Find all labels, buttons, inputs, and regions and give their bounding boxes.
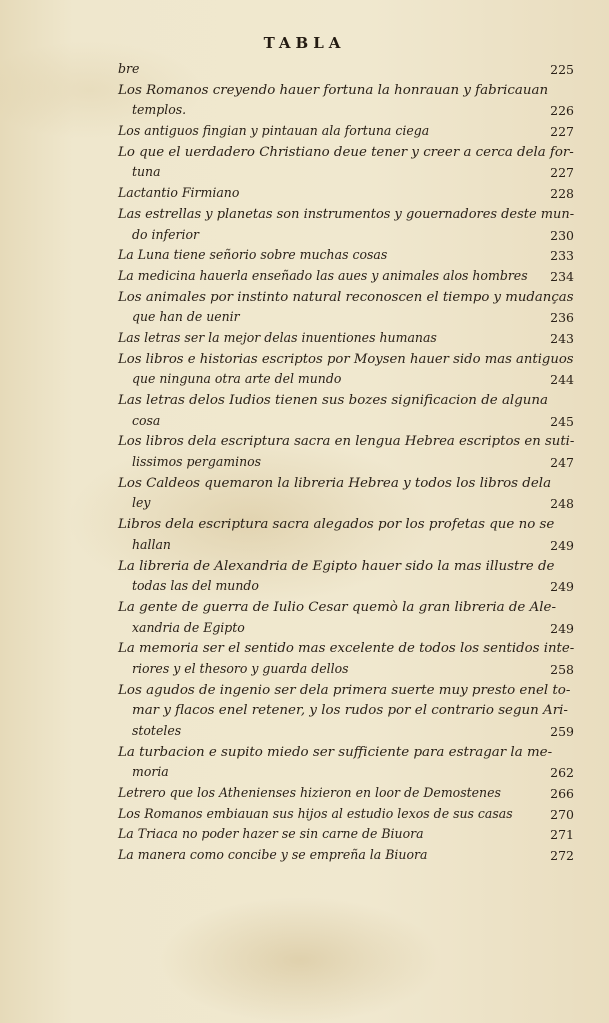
page-number: 249 (550, 579, 574, 595)
entry-line (118, 226, 574, 247)
entry-text: Lactantio Firmiano (118, 186, 240, 202)
entry-text: La Luna tiene señorio sobre muchas cosas (118, 248, 388, 264)
index-entry (118, 246, 574, 267)
entry-line (118, 722, 574, 743)
entry-line (118, 184, 574, 205)
entry-line (118, 288, 574, 309)
entry-line (118, 432, 574, 453)
entry-line (118, 825, 574, 846)
page-number: 272 (550, 848, 574, 864)
page-number: 270 (550, 806, 574, 822)
page-number: 258 (550, 661, 574, 677)
entry-line (118, 122, 574, 143)
entry-text: Libros dela escriptura sacra alegados por los profetas que no se (118, 517, 555, 533)
index-entry (118, 267, 574, 288)
entry-line (118, 763, 574, 784)
page-number: 233 (550, 248, 574, 264)
entry-line (118, 329, 574, 350)
page-number: 234 (550, 268, 574, 284)
page-number: 236 (550, 310, 574, 326)
entry-line (118, 846, 574, 867)
entry-line (118, 639, 574, 660)
page-number: 225 (550, 62, 574, 77)
entry-text: ley (132, 496, 151, 512)
page-number: 248 (550, 496, 574, 512)
entry-text: La gente de guerra de Iulio Cesar quemò la gran libreria de Ale- (118, 599, 557, 615)
index-entries (118, 60, 574, 867)
entry-line (118, 143, 574, 164)
page-number: 245 (550, 413, 574, 429)
index-entry (118, 288, 574, 329)
entry-text: La manera como concibe y se empreña la Biuora (118, 848, 428, 864)
entry-text: Las letras ser la mejor delas inuentiones humanas (118, 330, 437, 346)
entry-line (118, 536, 574, 557)
index-entry (118, 846, 574, 867)
index-entry (118, 639, 574, 680)
index-entry (118, 743, 574, 784)
index-entry (118, 350, 574, 391)
entry-text: hallan (132, 537, 171, 553)
running-head: TABLA (263, 34, 346, 52)
index-entry (118, 784, 574, 805)
entry-text: Lo que el uerdadero Christiano deue tener y creer a cerca dela for- (118, 144, 574, 160)
entry-line (118, 784, 574, 805)
entry-line (118, 557, 574, 578)
entry-text: La medicina hauerla enseñado las aues y animales alos hombres (118, 268, 528, 284)
entry-line (118, 619, 574, 640)
entry-text: Letrero que los Athenienses hizieron en loor de Demostenes (118, 786, 501, 802)
index-entry (118, 432, 574, 473)
page-number: 247 (550, 455, 574, 471)
index-entry (118, 681, 574, 743)
entry-text: bre (118, 62, 140, 77)
entry-line (118, 370, 574, 391)
entry-text: stoteles (132, 724, 182, 739)
page-number: 266 (550, 786, 574, 802)
entry-line (118, 60, 574, 81)
index-entry (118, 474, 574, 515)
index-entry (118, 122, 574, 143)
index-entry (118, 515, 574, 556)
entry-line (118, 391, 574, 412)
entry-text: do inferior (132, 227, 199, 243)
entry-text: Los animales por instinto natural reconoscen el tiempo y mudanças (118, 289, 574, 305)
page-number: 230 (550, 227, 574, 243)
entry-line (118, 267, 574, 288)
index-entry (118, 81, 574, 122)
entry-line (118, 412, 574, 433)
entry-line (118, 308, 574, 329)
entry-text: Los libros e historias escriptos por Moysen hauer sido mas antiguos (118, 351, 574, 367)
index-entry (118, 184, 574, 205)
entry-line (118, 453, 574, 474)
entry-text: que ninguna otra arte del mundo (132, 372, 342, 388)
entry-text: Los antiguos fingian y pintauan ala fortuna ciega (118, 124, 430, 140)
entry-text: Las estrellas y planetas son instrumentos y gouernadores deste mun- (118, 206, 575, 222)
index-entry (118, 143, 574, 184)
index-entry (118, 805, 574, 826)
entry-text: La Triaca no poder hazer se sin carne de Biuora (118, 827, 424, 843)
entry-line (118, 81, 574, 102)
page-number: 227 (550, 124, 574, 140)
entry-text: La turbacion e supito miedo ser sufficiente para estragar la me- (118, 744, 553, 760)
entry-text: todas las del mundo (132, 579, 259, 595)
page-number: 243 (550, 330, 574, 346)
index-entry (118, 205, 574, 246)
entry-text: que han de uenir (132, 310, 240, 326)
page-number: 228 (550, 186, 574, 202)
entry-line (118, 101, 574, 122)
entry-line (118, 701, 574, 722)
entry-text: riores y el thesoro y guarda dellos (132, 661, 349, 677)
entry-line (118, 743, 574, 764)
index-entry (118, 391, 574, 432)
entry-line (118, 805, 574, 826)
entry-text: Las letras delos Iudios tienen sus bozes significacion de alguna (118, 393, 549, 408)
entry-text: lissimos pergaminos (132, 455, 262, 471)
entry-line (118, 205, 574, 226)
entry-line (118, 681, 574, 702)
entry-line (118, 660, 574, 681)
page-number: 244 (550, 372, 574, 388)
entry-line (118, 246, 574, 267)
entry-line (118, 474, 574, 495)
entry-text: cosa (132, 413, 161, 429)
entry-line (118, 577, 574, 598)
entry-line (118, 598, 574, 619)
index-entry (118, 825, 574, 846)
entry-text: tuna (132, 165, 161, 181)
entry-line (118, 515, 574, 536)
page-number: 227 (550, 165, 574, 181)
index-entry (118, 598, 574, 639)
index-entry (118, 557, 574, 598)
entry-text: mar y flacos enel retener, y los rudos por el contrario segun Ari- (132, 703, 568, 719)
entry-text: La memoria ser el sentido mas excelente de todos los sentidos inte- (118, 641, 575, 657)
page-number: 271 (550, 827, 574, 843)
entry-text: Los agudos de ingenio ser dela primera suerte muy presto enel to- (118, 682, 571, 698)
page-number: 249 (550, 537, 574, 553)
entry-line (118, 163, 574, 184)
entry-text: Los Caldeos quemaron la libreria Hebrea y todos los libros dela (118, 475, 552, 491)
entry-text: Los libros dela escriptura sacra en lengua Hebrea escriptos en suti- (118, 434, 575, 450)
entry-text: La libreria de Alexandria de Egipto hauer sido la mas illustre de (118, 558, 555, 574)
page-number: 226 (550, 103, 574, 119)
index-entry (118, 329, 574, 350)
entry-line (118, 350, 574, 371)
entry-text: templos. (132, 103, 187, 119)
entry-text: moria (132, 765, 169, 781)
page-number: 249 (550, 620, 574, 636)
entry-text: Los Romanos creyendo hauer fortuna la honrauan y fabricauan (118, 82, 549, 98)
entry-text: xandria de Egipto (132, 620, 245, 636)
index-entry (118, 60, 574, 81)
page-number: 262 (550, 765, 574, 781)
entry-text: Los Romanos embiauan sus hijos al estudio lexos de sus casas (118, 806, 513, 822)
page-number: 259 (550, 724, 574, 739)
entry-line (118, 494, 574, 515)
